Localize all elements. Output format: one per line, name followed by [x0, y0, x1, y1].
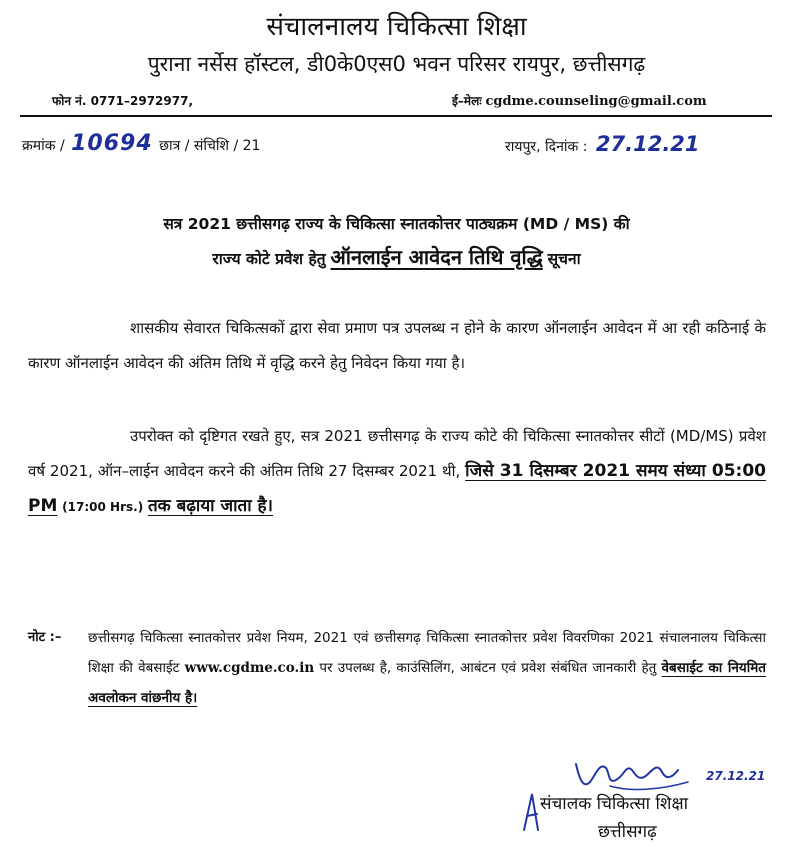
note-emphasis: वेबसाईट का नियमित अवलोकन वांछनीय है।	[88, 660, 767, 706]
body-paragraph-2	[28, 419, 766, 525]
ref-suffix: छात्र / संचिशि / 21	[159, 138, 261, 154]
subject-line-1: सत्र 2021 छत्तीसगढ़ राज्य के चिकित्सा स्नातकोत्तर पाठ्यक्रम (MD / MS) की	[163, 215, 630, 233]
para2-tail: तक बढ़ाया जाता है।	[147, 496, 273, 516]
ref-number-handwritten: 10694	[71, 131, 153, 156]
org-name: संचालनालय चिकित्सा शिक्षा	[266, 12, 527, 42]
place-date-label: रायपुर, दिनांक :	[505, 139, 588, 155]
para2-lead: उपरोक्त को दृष्टिगत रखते हुए, सत्र 2021 छत्तीसगढ़ के राज्य कोटे की चिकित्सा स्नातकोत्तर सीटों (MD/MS) प्रवेश वर्ष 2021, ऑन–लाईन आवेदन करने की अंतिम तिथि 27 दिसम्बर 2021 थी,	[28, 427, 766, 480]
subject-suffix: सूचना	[547, 250, 581, 268]
signature-date: 27.12.21	[706, 769, 766, 783]
note-website: www.cgdme.co.in	[184, 660, 315, 676]
subject-emphasis: ऑनलाईन आवेदन तिथि वृद्धि	[330, 245, 543, 269]
para2-extension: जिसे 31 दिसम्बर 2021 समय संध्या 05:00 PM	[28, 461, 766, 516]
email-address: cgdme.counseling@gmail.com	[485, 94, 707, 109]
para2-hours: (17:00 Hrs.)	[62, 500, 144, 514]
email-block	[452, 92, 707, 111]
note-text	[88, 623, 766, 713]
ref-prefix: क्रमांक /	[22, 138, 65, 154]
signatory-title: संचालक चिकित्सा शिक्षा	[540, 794, 689, 814]
subject-line-2	[0, 240, 793, 276]
header-rule	[20, 115, 772, 117]
subject-prefix: राज्य कोटे प्रवेश हेतु	[212, 250, 326, 268]
note-body-2: पर उपलब्ध है, काउंसिलिंग, आबंटन एवं प्रवेश संबंधित जानकारी हेतु	[319, 660, 657, 676]
date-handwritten: 27.12.21	[595, 132, 700, 156]
email-label: ई–मेलः	[452, 94, 482, 108]
signatory-state: छत्तीसगढ़	[598, 822, 657, 842]
body-paragraph-1: शासकीय सेवारत चिकित्सकों द्वारा सेवा प्रमाण पत्र उपलब्ध न होने के कारण ऑनलाईन आवेदन में आ रही कठिनाई के कारण ऑनलाईन आवेदन की अंतिम तिथि में वृद्धि करने हेतु निवेदन किया गया है।	[28, 319, 766, 372]
phone-number: फोन नं. 0771–2972977,	[52, 94, 193, 108]
place-date	[505, 132, 700, 159]
note-body: छत्तीसगढ़ चिकित्सा स्नातकोत्तर प्रवेश नियम, 2021 एवं छत्तीसगढ़ चिकित्सा स्नातकोत्तर प्रवेश विवरणिका 2021 संचालनालय चिकित्सा शिक्षा की वेबसाईट	[88, 630, 766, 676]
note-label: नोट :–	[28, 630, 62, 645]
reference-number	[22, 132, 260, 158]
signature-scribble	[570, 752, 710, 796]
org-address: पुराना नर्सेस हॉस्टल, डी0के0एस0 भवन परिसर रायपुर, छत्तीसगढ़	[147, 52, 646, 76]
